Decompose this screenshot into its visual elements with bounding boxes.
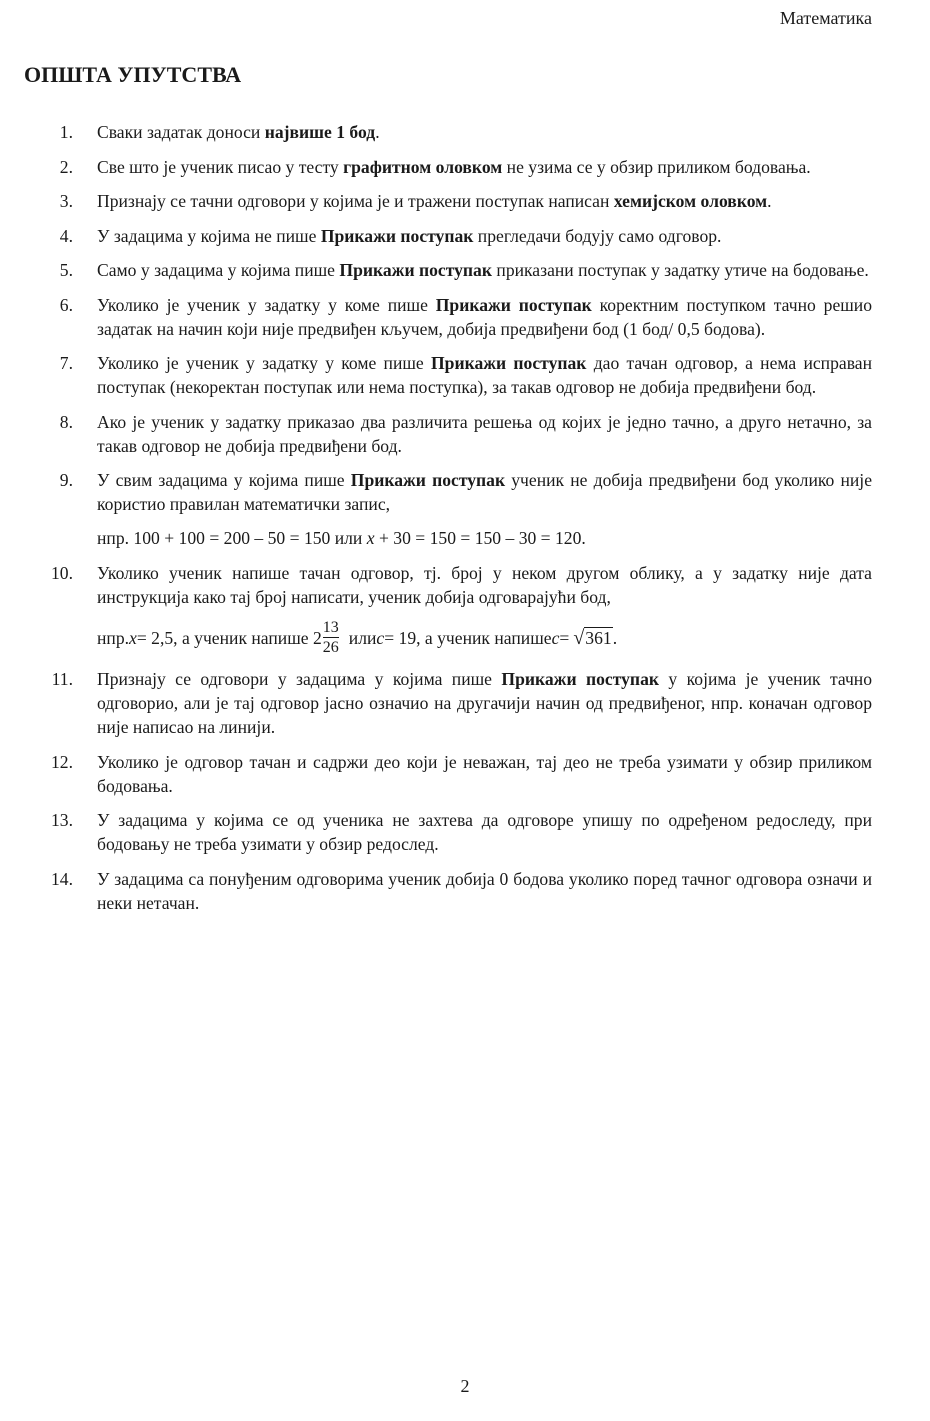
item-text: У задацима у којима се од ученика не захтева да одговоре упишу по одређеном редоследу, при бодовању не треба узимати у обзир редослед. xyxy=(97,810,872,854)
page-number: 2 xyxy=(460,1376,470,1396)
square-root: √ 361 xyxy=(573,627,612,649)
list-item xyxy=(24,258,872,282)
item-text: Признају се тачни одговори у којима је и тражени поступак написан хемијском оловком. xyxy=(97,191,772,211)
item-text: У задацима у којима не пише Прикажи поступак прегледачи бодују само одговор. xyxy=(97,225,722,246)
item-number: 8. xyxy=(59,411,73,432)
page-title: ОПШТА УПУТСТВА xyxy=(24,62,242,87)
list-item xyxy=(24,410,872,458)
fraction: $\frac{13}{26}$ xyxy=(322,618,339,656)
item-number: 1. xyxy=(59,122,73,142)
page-header-subject: Математика xyxy=(779,8,872,28)
math-example: нпр. 100 + 100 = 200 – 50 = 150 или x + 30 = 150 = 150 – 30 = 120. xyxy=(97,528,586,548)
item-text: Признају се одговори у задацима у којима пише Прикажи поступак у којима је ученик тачно одговорио, али је тај одговор јасно означио на другачији начин од предвиђеног, нпр. коначан одговор није написао на линији. xyxy=(97,669,873,737)
item-text: Уколико је ученик у задатку у коме пише Прикажи поступак дао тачан одговор, а нема исправан поступак (некоректан поступак или нема поступка), за такав одговор не добија предвиђени бод. xyxy=(97,353,872,397)
item-number: 12. xyxy=(51,751,73,772)
list-item xyxy=(24,224,872,248)
item-text: У задацима са понуђеним одговорима ученик добија 0 бодова уколико поред тачног одговора означи и неки нетачан. xyxy=(97,868,872,913)
item-number: 4. xyxy=(59,225,73,246)
item-number: 11. xyxy=(51,669,73,689)
instructions-list xyxy=(24,120,872,925)
item-number: 3. xyxy=(59,191,73,211)
item-text: У свим задацима у којима пише Прикажи поступак ученик не добија предвиђени бод уколико није користио правилан математички запис, нпр. 100 + 100 = 200 – 50 = 150 или x + 30 = 150 = 150 – 30 = 120. xyxy=(97,470,873,548)
list-item xyxy=(24,667,872,739)
item-number: 2. xyxy=(59,156,73,177)
item-number: 5. xyxy=(59,260,73,280)
list-item xyxy=(24,155,872,179)
item-text: Ако је ученик у задатку приказао два различита решења од којих је једно тачно, а друго нетачно, за такав одговор не добија предвиђени бод. xyxy=(97,411,872,456)
list-item xyxy=(24,189,872,213)
item-text: Уколико је одговор тачан и садржи део који је неважан, тај део не треба узимати у обзир приликом бодовања. xyxy=(97,751,872,796)
item-text: Уколико ученик напише тачан одговор, тј. број у неком другом облику, а у задатку није дата инструкција како тај број написати, ученик добија одговарајући бод, нпр. x = 2,5, а ученик напише 2 $\frac{13}{26}$ или c = 19, а ученик напише c = √ 361 . xyxy=(97,562,872,656)
item-number: 7. xyxy=(59,353,73,373)
item-number: 6. xyxy=(59,294,73,315)
item-number: 10. xyxy=(51,562,73,583)
list-item xyxy=(24,808,872,856)
item-number: 14. xyxy=(51,868,73,889)
item-text: Сваки задатак доноси највише 1 бод. xyxy=(97,122,380,142)
item-number: 9. xyxy=(59,470,73,490)
list-item xyxy=(24,468,872,550)
list-item xyxy=(24,351,872,399)
item-number: 13. xyxy=(51,810,73,830)
list-item xyxy=(24,867,872,915)
item-text: Само у задацима у којима пише Прикажи поступак приказани поступак у задатку утиче на бодовање. xyxy=(97,260,869,280)
math-example: нпр. x = 2,5, а ученик напише 2 $\frac{13}{26}$ или c = 19, а ученик напише c = √ 361 . xyxy=(97,618,618,656)
item-text: Уколико је ученик у задатку у коме пише Прикажи поступак коректним поступком тачно решио задатак на начин који није предвиђен кључем, добија предвиђени бод (1 бод/ 0,5 бодова). xyxy=(97,294,873,339)
item-text: Све што је ученик писао у тесту графитном оловком не узима се у обзир приликом бодовања. xyxy=(97,156,811,177)
list-item xyxy=(24,750,872,798)
list-item xyxy=(24,293,872,341)
list-item xyxy=(24,561,872,657)
list-item xyxy=(24,120,872,144)
